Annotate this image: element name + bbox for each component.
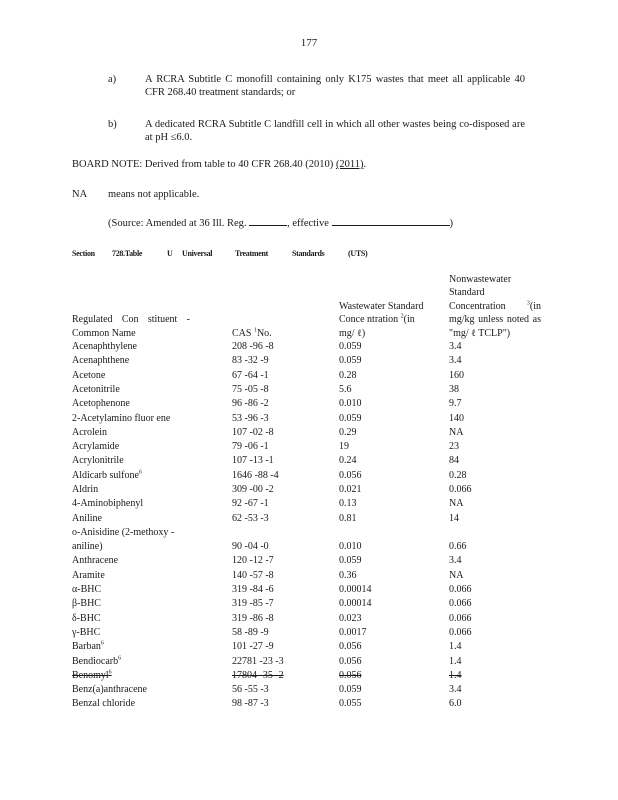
constituent-name: Acrylamide <box>72 441 120 453</box>
wastewater-standard: 0.056 <box>339 641 362 653</box>
board-note-text: BOARD NOTE: Derived from table to 40 CFR 268.40 (2010) <box>72 159 336 170</box>
nonwastewater-standard: NA <box>449 426 464 438</box>
constituent-name: Aniline <box>72 512 102 524</box>
constituent-name: 4-Aminobiphenyl <box>72 498 144 510</box>
item-a-label: a) <box>108 74 117 85</box>
cas-number: 79 -06 -1 <box>232 441 269 453</box>
nonwastewater-standard: 140 <box>449 412 464 424</box>
cas-number: 1646 -88 -4 <box>232 469 279 481</box>
nonwastewater-standard: 6.0 <box>449 698 462 710</box>
na-abbr: NA <box>72 189 88 200</box>
source-suffix: ) <box>449 218 454 229</box>
table-row <box>72 554 544 568</box>
table-row <box>72 354 544 368</box>
constituent-name: Acrolein <box>72 426 107 438</box>
table-row <box>72 412 544 426</box>
nonwastewater-standard: 0.066 <box>449 598 472 610</box>
effective-date-blank <box>332 225 450 226</box>
table-row <box>72 397 544 411</box>
nonwastewater-standard: 3.4 <box>449 341 462 353</box>
wastewater-standard: 0.28 <box>339 369 357 381</box>
nonwastewater-standard: 0.066 <box>449 612 472 624</box>
wastewater-standard: 0.059 <box>339 555 362 567</box>
table-row <box>72 569 544 583</box>
cas-number: 58 -89 -9 <box>232 626 269 638</box>
constituent-name: Aramite <box>72 569 105 581</box>
item-b-label: b) <box>108 119 117 130</box>
source-mid: , effective <box>287 218 329 229</box>
cas-number: 309 -00 -2 <box>232 484 274 495</box>
nonwastewater-standard: 84 <box>449 455 459 467</box>
wastewater-standard: 0.81 <box>339 512 357 524</box>
constituent-name: Aldicarb sulfone$^6$ <box>72 469 142 481</box>
table-row <box>72 526 544 555</box>
constituent-name: Acenaphthylene <box>72 341 137 353</box>
nonwastewater-standard: 3.4 <box>449 355 462 367</box>
header-cas: CAS $^1$No. <box>232 327 272 339</box>
cas-number: 140 -57 -8 <box>232 569 274 581</box>
table-row <box>72 340 544 354</box>
cas-number: 101 -27 -9 <box>232 641 274 653</box>
constituent-name: α-BHC <box>72 584 102 596</box>
nonwastewater-standard: 14 <box>449 512 459 524</box>
wastewater-standard: 19 <box>339 441 349 453</box>
wastewater-standard: 0.0017 <box>339 626 367 638</box>
section-title-standards: Standards <box>292 249 325 258</box>
wastewater-standard: 0.00014 <box>339 584 372 596</box>
wastewater-standard: 0.056 <box>339 655 362 667</box>
page-number: 177 <box>300 37 318 49</box>
nonwastewater-standard: 0.66 <box>449 541 467 553</box>
wastewater-standard: 0.059 <box>339 684 362 696</box>
nonwastewater-standard: 0.28 <box>449 469 467 481</box>
uts-table <box>72 273 544 712</box>
constituent-name: Acenaphthene <box>72 355 130 367</box>
section-table-number: 728.Table <box>112 249 143 258</box>
table-header-row <box>72 273 544 340</box>
section-title-universal: Universal <box>182 249 213 258</box>
table-row <box>72 469 544 483</box>
section-title-uts: (UTS) <box>348 249 368 258</box>
section-label: Section <box>72 249 95 258</box>
cas-number: 98 -87 -3 <box>232 698 269 710</box>
wastewater-standard: 0.36 <box>339 569 357 581</box>
table-row <box>72 612 544 626</box>
constituent-name: δ-BHC <box>72 612 101 624</box>
table-row <box>72 440 544 454</box>
cas-number: 67 -64 -1 <box>232 369 269 381</box>
header-wastewater: Wastewater Standard Conce ntration $^2$(in mg/ ℓ) <box>339 300 424 339</box>
wastewater-standard: 0.00014 <box>339 598 372 610</box>
item-b-text: A dedicated RCRA Subtitle C landfill cell in which all other wastes being co-disposed are at pH ≤6.0. <box>145 119 525 143</box>
constituent-name: β-BHC <box>72 598 101 610</box>
constituent-name: Acetonitrile <box>72 383 120 395</box>
section-table-letter: U <box>167 249 173 258</box>
cas-number: 107 -13 -1 <box>232 455 274 467</box>
constituent-name: 2-Acetylamino fluor ene <box>72 412 171 424</box>
nonwastewater-standard: 23 <box>449 441 459 453</box>
table-row <box>72 369 544 383</box>
volume-blank <box>249 225 287 226</box>
nonwastewater-standard: 160 <box>449 369 464 381</box>
wastewater-standard: 5.6 <box>339 383 352 395</box>
cas-number: 53 -96 -3 <box>232 412 269 424</box>
cas-number: 56 -55 -3 <box>232 684 269 696</box>
table-row <box>72 640 544 654</box>
wastewater-standard: 0.24 <box>339 455 357 467</box>
table-row <box>72 512 544 526</box>
table-row <box>72 426 544 440</box>
cas-number: 83 -32 -9 <box>232 355 269 367</box>
header-constituent: Regulated Con stituent - Common Name <box>72 314 190 339</box>
constituent-name: Benomyl$^6$ <box>72 669 112 681</box>
na-definition: means not applicable. <box>108 189 200 200</box>
nonwastewater-standard: 0.066 <box>449 484 472 495</box>
wastewater-standard: 0.059 <box>339 412 362 424</box>
cas-number: 22781 -23 -3 <box>232 655 284 667</box>
cas-number: 62 -53 -3 <box>232 512 269 524</box>
constituent-name: Acrylonitrile <box>72 455 124 467</box>
wastewater-standard: 0.010 <box>339 398 362 410</box>
nonwastewater-standard: 0.066 <box>449 584 472 596</box>
board-note <box>72 158 366 171</box>
nonwastewater-standard: 1.4 <box>449 669 462 681</box>
nonwastewater-standard: 9.7 <box>449 398 462 410</box>
cas-number: 319 -85 -7 <box>232 598 274 610</box>
table-row <box>72 655 544 669</box>
constituent-name: Benz(a)anthracene <box>72 684 147 696</box>
cas-number: 319 -86 -8 <box>232 612 274 624</box>
constituent-name: γ-BHC <box>72 626 101 638</box>
cas-number: 120 -12 -7 <box>232 555 274 567</box>
nonwastewater-standard: 0.066 <box>449 626 472 638</box>
wastewater-standard: 0.056 <box>339 669 362 681</box>
wastewater-standard: 0.059 <box>339 341 362 353</box>
wastewater-standard: 0.059 <box>339 355 362 367</box>
source-note <box>108 217 453 230</box>
cas-number: 92 -67 -1 <box>232 498 269 510</box>
table-row <box>72 697 544 711</box>
nonwastewater-standard: 3.4 <box>449 555 462 567</box>
wastewater-standard: 0.29 <box>339 426 357 438</box>
cas-number: 90 -04 -0 <box>232 541 269 553</box>
header-nonwastewater: Nonwastewater Standard Concentration $^3$(in mg/kg unless noted as "mg/ ℓ TCLP") <box>449 274 541 339</box>
constituent-name: Bendiocarb$^6$ <box>72 655 122 667</box>
section-title-treatment: Treatment <box>235 249 268 258</box>
constituent-name: Barban$^6$ <box>72 640 104 653</box>
nonwastewater-standard: NA <box>449 498 464 510</box>
wastewater-standard: 0.055 <box>339 698 362 710</box>
constituent-name: Benzal chloride <box>72 698 136 710</box>
table-row <box>72 669 544 683</box>
nonwastewater-standard: NA <box>449 569 464 581</box>
table-row <box>72 683 544 697</box>
table-row <box>72 454 544 468</box>
cas-number: 17804 -35 -2 <box>232 669 284 681</box>
board-note-period: . <box>363 159 367 170</box>
wastewater-standard: 0.010 <box>339 541 362 553</box>
cas-number: 96 -86 -2 <box>232 398 269 410</box>
table-row <box>72 583 544 597</box>
table-row <box>72 597 544 611</box>
constituent-name: Aldrin <box>72 484 99 495</box>
nonwastewater-standard: 1.4 <box>449 641 462 653</box>
table-row <box>72 483 544 497</box>
table-row <box>72 626 544 640</box>
constituent-name: o-Anisidine (2-methoxy - aniline) <box>72 526 175 553</box>
constituent-name: Anthracene <box>72 555 119 567</box>
wastewater-standard: 0.13 <box>339 498 357 510</box>
cas-number: 107 -02 -8 <box>232 426 274 438</box>
cas-number: 75 -05 -8 <box>232 383 269 395</box>
nonwastewater-standard: 1.4 <box>449 655 462 667</box>
source-prefix: (Source: Amended at 36 Ill. Reg. <box>108 218 247 229</box>
table-row <box>72 497 544 511</box>
constituent-name: Acetophenone <box>72 398 130 410</box>
wastewater-standard: 0.023 <box>339 612 362 624</box>
nonwastewater-standard: 3.4 <box>449 684 462 696</box>
cas-number: 208 -96 -8 <box>232 341 274 353</box>
wastewater-standard: 0.056 <box>339 469 362 481</box>
table-row <box>72 383 544 397</box>
constituent-name: Acetone <box>72 369 106 381</box>
wastewater-standard: 0.021 <box>339 484 362 495</box>
cas-number: 319 -84 -6 <box>232 584 274 596</box>
item-a-text: A RCRA Subtitle C monofill containing only K175 wastes that meet all applicable 40 CFR 268.40 treatment standards; or <box>145 74 525 98</box>
board-note-amended-year: (2011) <box>335 159 364 170</box>
nonwastewater-standard: 38 <box>449 383 459 395</box>
